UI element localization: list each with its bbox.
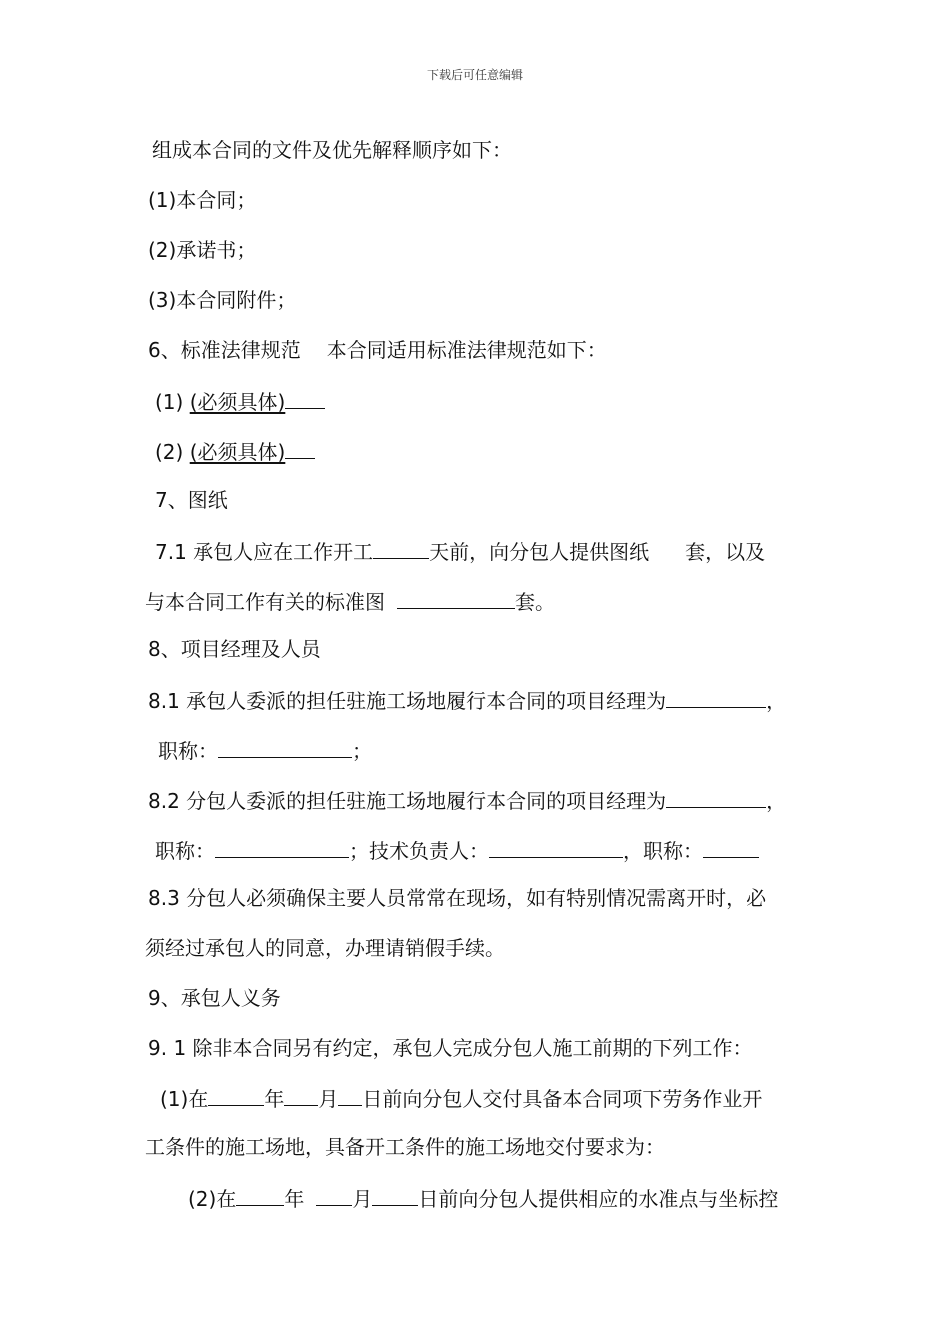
clause-9-1-item-1: (1)在 年 月 日前向分包人交付具备本合同项下劳务作业开 (160, 1087, 763, 1111)
clause-9-1: 9. 1 除非本合同另有约定，承包人完成分包人施工前期的下列工作： (148, 1036, 753, 1060)
clause-8-2: 8.2 分包人委派的担任驻施工场地履行本合同的项目经理为 ， (148, 789, 787, 813)
blank-field (208, 1085, 264, 1106)
clause-9-1-item-1-cont: 工条件的施工场地，具备开工条件的施工场地交付要求为： (145, 1135, 665, 1159)
blank-field: (必须具体) (189, 440, 286, 464)
list-item: (2)承诺书； (148, 238, 257, 262)
blank-field (215, 837, 349, 858)
page-header: 下载后可任意编辑 (426, 68, 523, 82)
list-item: (3)本合同附件； (148, 288, 297, 312)
blank-field (284, 1085, 318, 1106)
paragraph-contract-documents: 组成本合同的文件及优先解释顺序如下： (152, 138, 512, 162)
clause-8-2-title: 职称： ；技术负责人： ，职称： (155, 837, 759, 863)
list-item: (2) (必须具体) (155, 438, 315, 464)
blank-field: (必须具体) (189, 390, 286, 414)
blank-field (338, 1085, 362, 1106)
section-heading-obligations: 9、承包人义务 (148, 986, 281, 1010)
blank-field (489, 837, 623, 858)
blank-field (236, 1185, 284, 1206)
blank-field (666, 687, 766, 708)
blank-field (666, 787, 766, 808)
clause-8-3: 8.3 分包人必须确保主要人员常常在现场，如有特别情况需离开时，必 (148, 886, 767, 910)
clause-7-1: 7.1 承包人应在工作开工 天前，向分包人提供图纸 套，以及 (155, 540, 766, 564)
clause-9-1-item-2: (2)在 年 月 日前向分包人提供相应的水准点与坐标控 (188, 1187, 779, 1211)
section-heading-manager: 8、项目经理及人员 (148, 637, 321, 661)
blank-field (373, 538, 429, 559)
blank-field (285, 438, 315, 459)
clause-8-1: 8.1 承包人委派的担任驻施工场地履行本合同的项目经理为 ， (148, 689, 787, 713)
clause-8-1-title: 职称： ； (158, 739, 372, 763)
blank-field (372, 1185, 418, 1206)
blank-field (218, 737, 352, 758)
blank-field (316, 1185, 352, 1206)
list-item: (1) (必须具体) (155, 388, 325, 414)
clause-7-1-cont: 与本合同工作有关的标准图 套。 (145, 590, 555, 614)
blank-field (397, 588, 515, 609)
section-heading-drawings: 7、图纸 (155, 488, 228, 512)
list-item: (1)本合同； (148, 188, 257, 212)
blank-field (285, 388, 325, 409)
section-heading-standards: 6、标准法律规范 本合同适用标准法律规范如下： (148, 338, 607, 362)
blank-field (703, 837, 759, 858)
clause-8-3-cont: 须经过承包人的同意，办理请销假手续。 (145, 936, 505, 960)
